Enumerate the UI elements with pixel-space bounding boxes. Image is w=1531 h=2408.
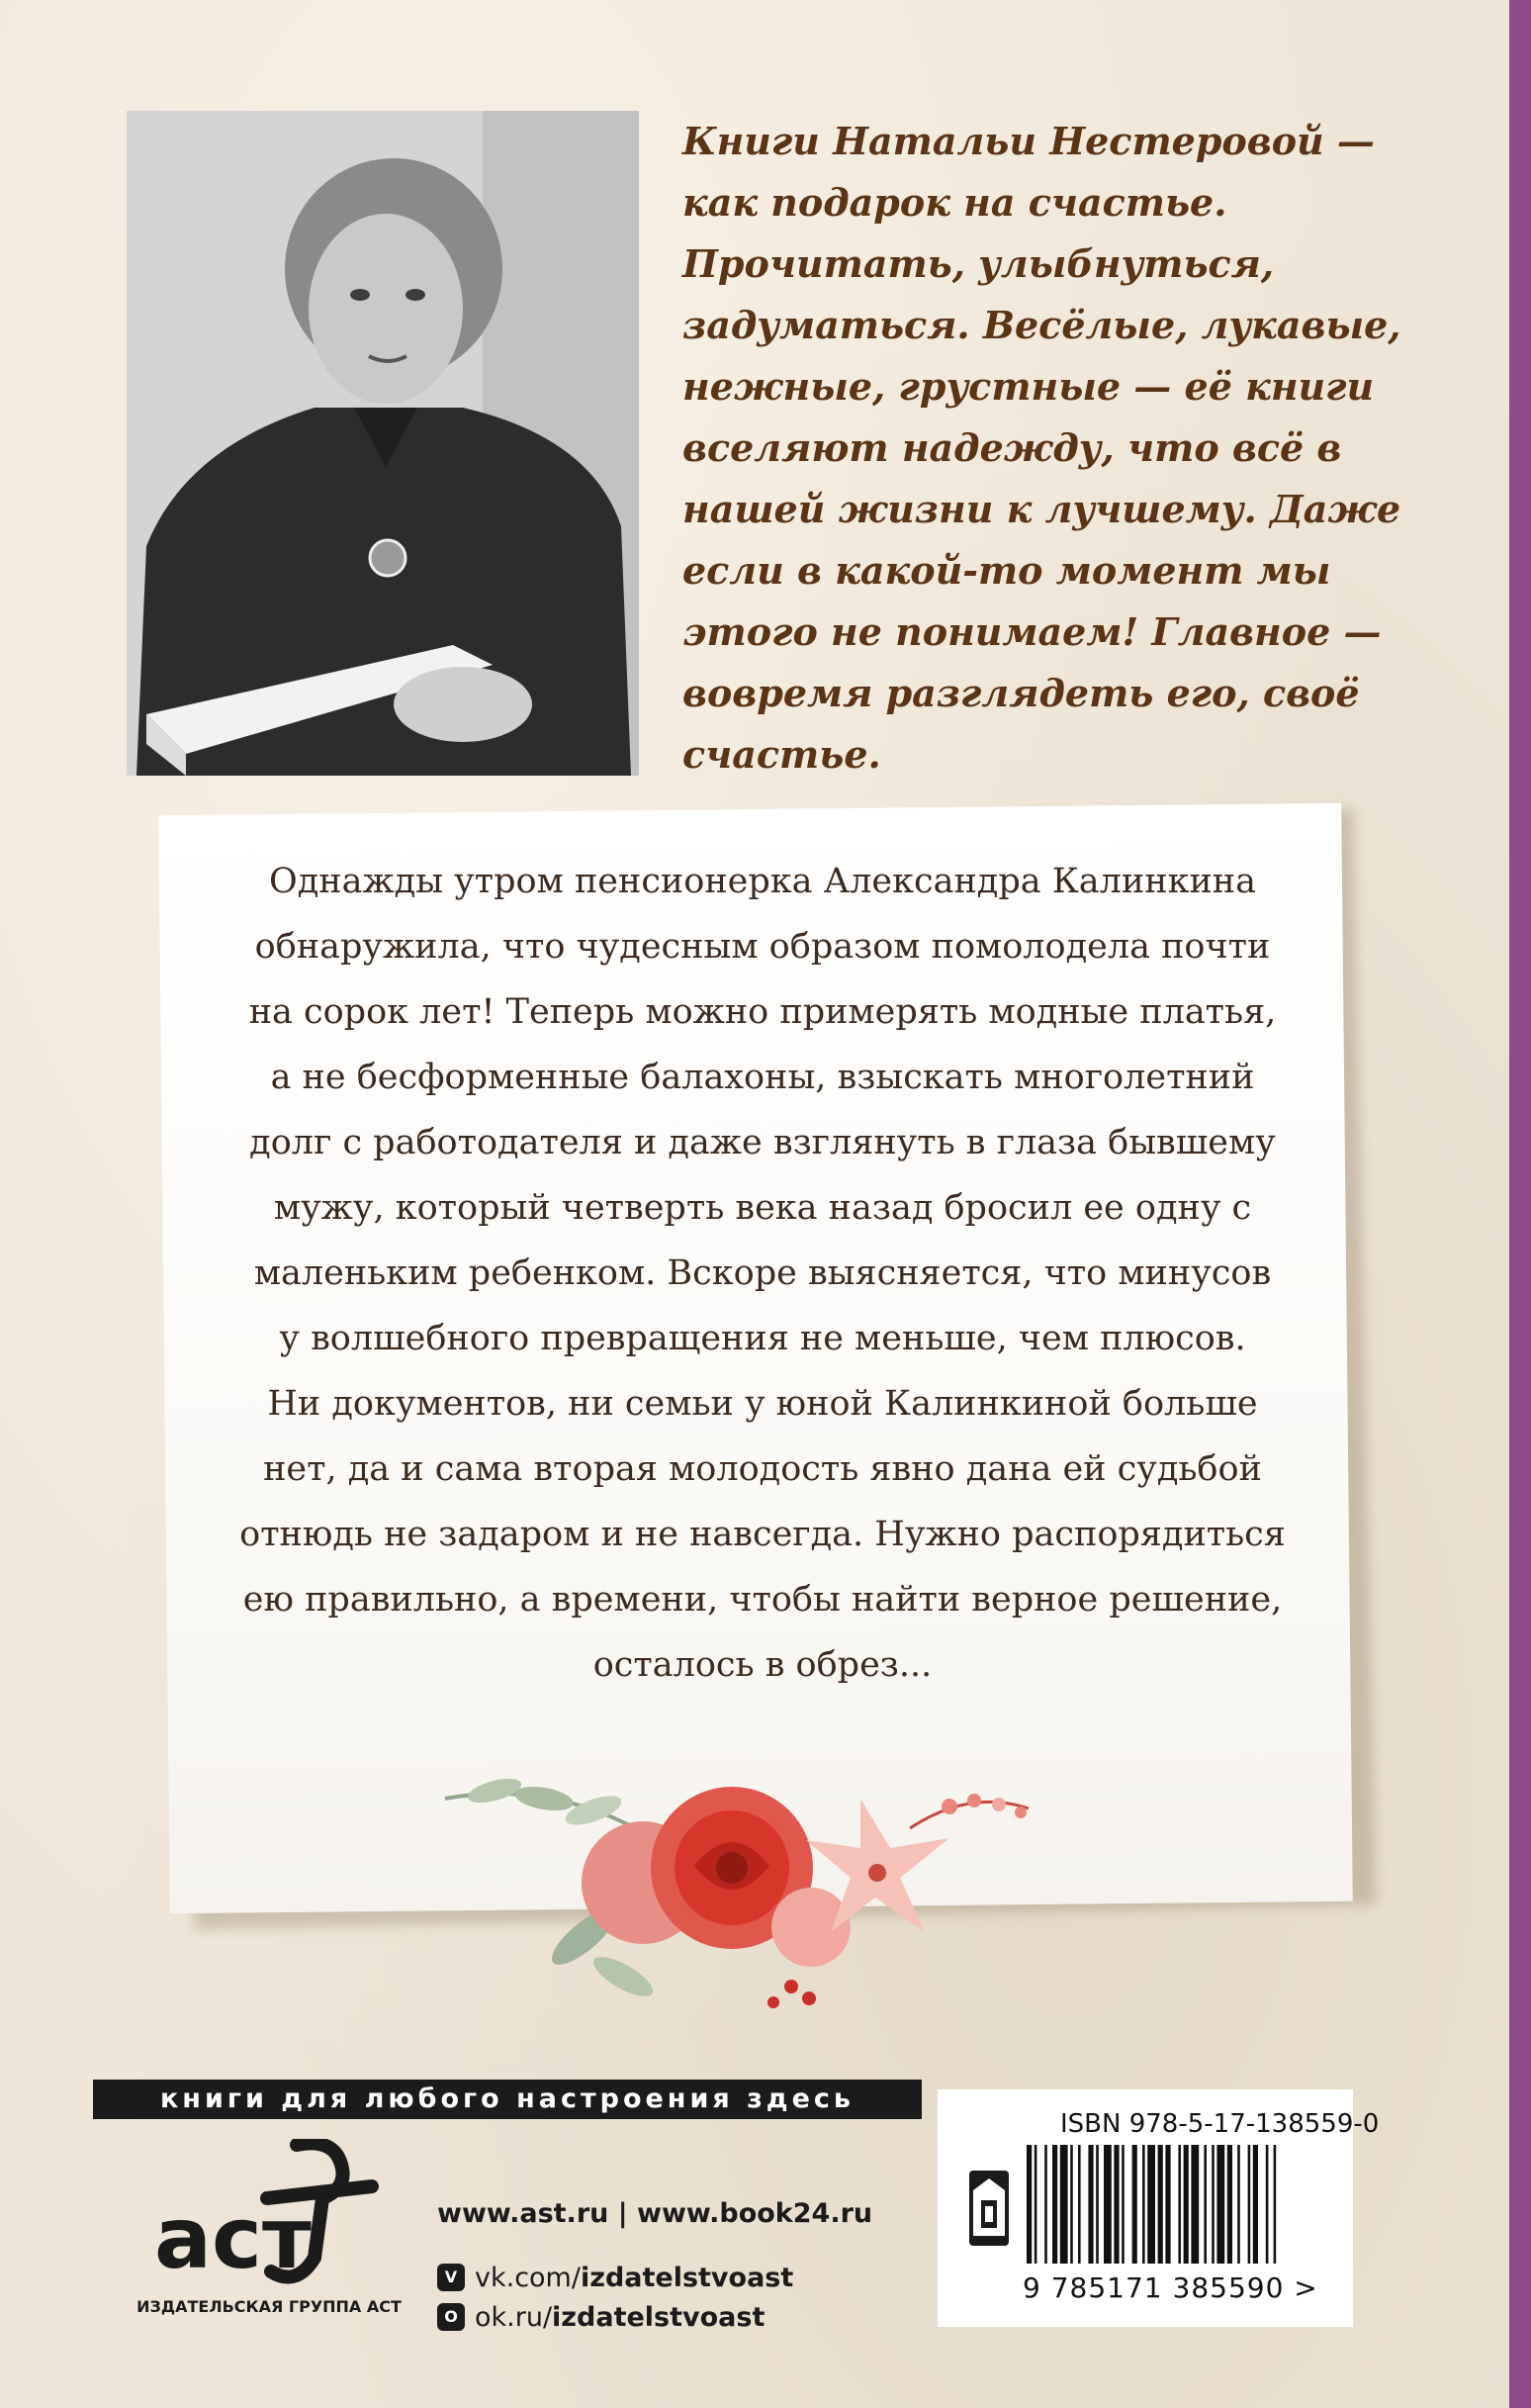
barcode-bar bbox=[1052, 2145, 1057, 2264]
barcode-bar bbox=[1248, 2145, 1251, 2264]
barcode-bar bbox=[1212, 2145, 1215, 2264]
isbn-text: ISBN 978-5-17-138559-0 bbox=[1060, 2109, 1380, 2139]
publisher-name: ИЗДАТЕЛЬСКАЯ ГРУППА АСТ bbox=[136, 2297, 402, 2316]
barcode-bar bbox=[1178, 2145, 1181, 2264]
barcode-bar bbox=[1253, 2145, 1258, 2264]
barcode-bar bbox=[1060, 2145, 1068, 2264]
author-blurb bbox=[682, 111, 1401, 786]
description-line: отнюдь не задаром и не навсегда. Нужно распорядиться bbox=[239, 1515, 1286, 1554]
description-line: у волшебного превращения не меньше, чем плюсов. bbox=[279, 1319, 1246, 1358]
vk-icon: V bbox=[437, 2264, 465, 2291]
spine-stripe bbox=[1509, 0, 1531, 2408]
description-line: ею правильно, а времени, чтобы найти верное решение, bbox=[242, 1580, 1283, 1620]
barcode-bar bbox=[1132, 2145, 1137, 2264]
publisher-sites[interactable]: www.ast.ru | www.book24.ru bbox=[437, 2198, 873, 2229]
description-line: Ни документов, ни семьи у юной Калинкиной больше bbox=[267, 1384, 1258, 1424]
ast-logo bbox=[148, 2139, 386, 2287]
barcode-bar bbox=[1142, 2145, 1145, 2264]
blurb-line: если в какой-то момент мы bbox=[682, 548, 1331, 593]
barcode-bar bbox=[1044, 2145, 1047, 2264]
barcode-bar bbox=[1027, 2145, 1032, 2264]
barcode-bar bbox=[1114, 2145, 1119, 2264]
barcode-bar bbox=[1227, 2145, 1232, 2264]
blurb-line: этого не понимаем! Главное — bbox=[682, 609, 1382, 654]
blurb-line: вселяют надежду, что всё в bbox=[682, 425, 1342, 470]
blurb-line: нашей жизни к лучшему. Даже bbox=[682, 487, 1401, 531]
ok-prefix: ok.ru/ bbox=[475, 2301, 553, 2333]
barcode-bar bbox=[1122, 2145, 1125, 2264]
vk-handle: izdatelstvoast bbox=[580, 2262, 794, 2293]
barcode-bar bbox=[1274, 2145, 1277, 2264]
blurb-line: нежные, грустные — её книги bbox=[682, 364, 1375, 409]
ok-handle: izdatelstvoast bbox=[552, 2301, 766, 2333]
description-line: осталось в обрез... bbox=[592, 1645, 933, 1685]
ok-icon: O bbox=[437, 2303, 465, 2331]
ast-logo-text: аст bbox=[154, 2189, 312, 2287]
description-line: на сорок лет! Теперь можно примерять модные платья, bbox=[248, 992, 1277, 1032]
description-line: мужу, который четверть века назад бросил ее одну с bbox=[273, 1188, 1252, 1228]
barcode bbox=[1023, 2145, 1339, 2264]
blurb-line: вовремя разглядеть его, своё bbox=[682, 671, 1360, 715]
barcode-digits: 9 785171 385590 > bbox=[1023, 2271, 1318, 2304]
blurb-line: Прочитать, улыбнуться, bbox=[682, 241, 1275, 286]
vk-prefix: vk.com/ bbox=[475, 2262, 581, 2293]
description-line: нет, да и сама вторая молодость явно дана ей судьбой bbox=[263, 1449, 1262, 1489]
description-line: а не бесформенные балахоны, взыскать многолетний bbox=[270, 1058, 1255, 1097]
barcode-bar bbox=[1104, 2145, 1112, 2264]
blurb-line: как подарок на счастье. bbox=[682, 180, 1227, 225]
description-line: долг с работодателя и даже взглянуть в глаза бывшему bbox=[249, 1123, 1276, 1162]
barcode-bar bbox=[1096, 2145, 1099, 2264]
description-line: обнаружила, что чудесным образом помолодела почти bbox=[254, 927, 1271, 967]
barcode-bar bbox=[1266, 2145, 1269, 2264]
author-photo bbox=[127, 111, 639, 776]
barcode-bar bbox=[1147, 2145, 1155, 2264]
book-description bbox=[194, 849, 1331, 1698]
description-line: Однажды утром пенсионерка Александра Калинкина bbox=[269, 862, 1256, 901]
barcode-bar bbox=[1165, 2145, 1170, 2264]
vk-link[interactable] bbox=[437, 2258, 793, 2297]
barcode-bar bbox=[1158, 2145, 1163, 2264]
blurb-line: счастье. bbox=[682, 732, 881, 777]
blurb-line: Книги Натальи Нестеровой — bbox=[682, 119, 1375, 163]
slogan-band: книги для любого настроения здесь bbox=[93, 2080, 922, 2119]
blurb-line: задуматься. Весёлые, лукавые, bbox=[682, 303, 1401, 347]
barcode-bar bbox=[1184, 2145, 1189, 2264]
ok-link[interactable] bbox=[437, 2297, 765, 2337]
flower-decoration bbox=[435, 1729, 1048, 2026]
description-line: маленьким ребенком. Вскоре выясняется, что минусов bbox=[253, 1253, 1272, 1293]
barcode-bar bbox=[1191, 2145, 1199, 2264]
lantern-icon bbox=[961, 2167, 1017, 2250]
barcode-bar bbox=[1035, 2145, 1037, 2264]
barcode-bar bbox=[1237, 2145, 1240, 2264]
barcode-bar bbox=[1088, 2145, 1093, 2264]
barcode-bar bbox=[1204, 2145, 1207, 2264]
barcode-bar bbox=[1070, 2145, 1073, 2264]
barcode-bar bbox=[1216, 2145, 1224, 2264]
barcode-bar bbox=[1078, 2145, 1081, 2264]
